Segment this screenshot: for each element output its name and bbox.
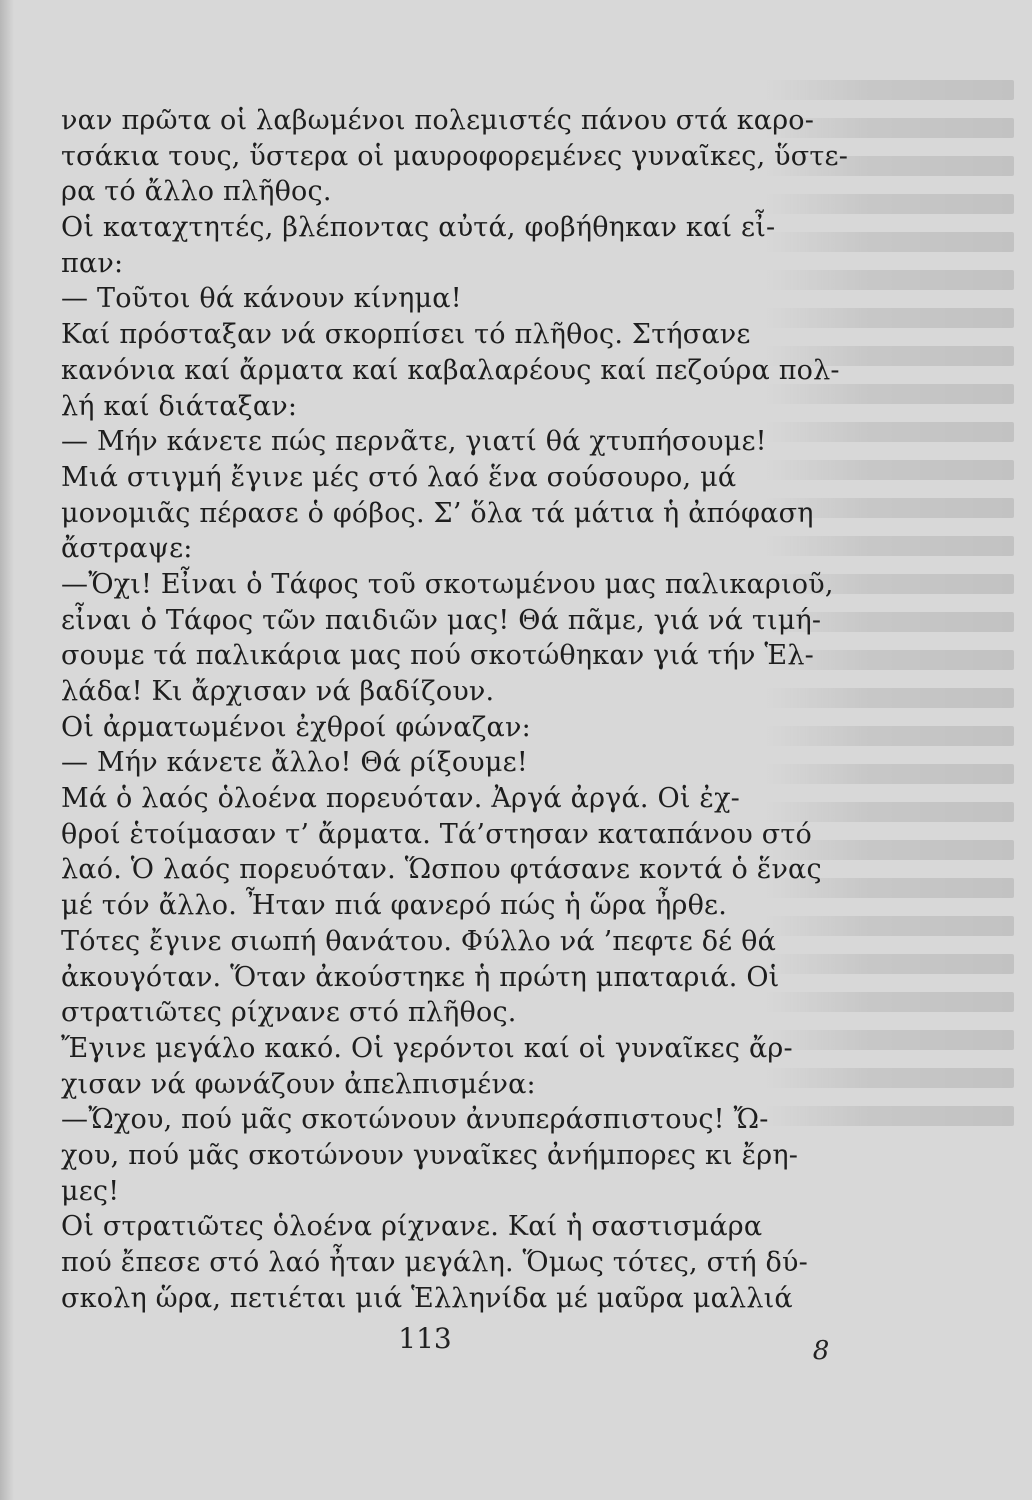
text-line-12: μονομιᾶς πέρασε ὁ φόβος. Σ’ ὅλα τά μάτια ἡ ἀπόφαση [61, 497, 814, 529]
text-line-28: χισαν νά φωνάζουν ἀπελπισμένα: [61, 1068, 536, 1100]
text-line-31: μες! [61, 1175, 120, 1207]
text-line-24: Τότες ἔγινε σιωπή θανάτου. Φύλλο νά ’πεφτε δέ θά [61, 925, 777, 957]
text-line-23: μέ τόν ἄλλο. Ἦταν πιά φανερό πώς ἡ ὥρα ἦρθε. [61, 890, 727, 922]
text-line-26: στρατιῶτες ρίχνανε στό πλῆθος. [61, 997, 517, 1029]
text-line-1: ναν πρῶτα οἱ λαβωμένοι πολεμιστές πάνου στά καρο- [61, 105, 815, 136]
text-line-16: σουμε τά παλικάρια μας πού σκοτώθηκαν γιά τήν Ἑλ- [61, 640, 814, 672]
text-line-29: —Ὤχου, πού μᾶς σκοτώνουν ἀνυπεράσπιστους! Ὤ- [61, 1104, 769, 1136]
text-line-6: — Τοῦτοι θά κάνουν κίνημα! [61, 283, 462, 315]
text-line-3: ρα τό ἄλλο πλῆθος. [61, 176, 332, 208]
text-line-18: Οἱ ἀρματωμένοι ἐχθροί φώναζαν: [61, 711, 531, 743]
text-line-32: Οἱ στρατιῶτες ὁλοένα ρίχνανε. Καί ἡ σαστισμάρα [61, 1211, 763, 1243]
text-line-34: σκολη ὥρα, πετιέται μιά Ἑλληνίδα μέ μαῦρα μαλλιά [61, 1282, 793, 1314]
page-edge-shadow [0, 0, 14, 1500]
text-line-4: Οἱ καταχτητές, βλέποντας αὐτά, φοβήθηκαν καί εἶ- [61, 212, 776, 244]
text-line-27: Ἔγινε μεγάλο κακό. Οἱ γερόντοι καί οἱ γυναῖκες ἄρ- [61, 1032, 793, 1064]
text-line-21: θροί ἑτοίμασαν τ’ ἄρματα. Τά’στησαν καταπάνου στό [61, 818, 812, 850]
text-line-25: ἀκουγόταν. Ὅταν ἀκούστηκε ἡ πρώτη μπαταριά. Οἱ [61, 961, 780, 993]
text-line-19: — Μήν κάνετε ἄλλο! Θά ρίξουμε! [61, 747, 528, 779]
text-line-14: —Ὄχι! Εἶναι ὁ Τάφος τοῦ σκοτωμένου μας παλικαριοῦ, [61, 568, 834, 600]
text-line-10: — Μήν κάνετε πώς περνᾶτε, γιατί θά χτυπήσουμε! [61, 426, 767, 458]
signature-mark: 8 [812, 1336, 830, 1366]
text-line-30: χου, πού μᾶς σκοτώνουν γυναῖκες ἀνήμπορες κι ἔρη- [61, 1139, 799, 1171]
text-line-8: κανόνια καί ἄρματα καί καβαλαρέους καί πεζούρα πολ- [61, 354, 840, 386]
text-line-15: εἶναι ὁ Τάφος τῶν παιδιῶν μας! Θά πᾶμε, γιά νά τιμή- [61, 604, 822, 636]
body-text [61, 103, 849, 1316]
text-line-11: Μιά στιγμή ἔγινε μές στό λαό ἕνα σούσουρο, μά [61, 461, 737, 493]
text-line-9: λή καί διάταξαν: [61, 390, 298, 422]
text-line-33: πού ἔπεσε στό λαό ἦταν μεγάλη. Ὅμως τότες, στή δύ- [61, 1247, 808, 1278]
text-line-7: Καί πρόσταξαν νά σκορπίσει τό πλῆθος. Στήσανε [61, 319, 751, 351]
text-line-2: τσάκια τους, ὕστερα οἱ μαυροφορεμένες γυναῖκες, ὕστε- [61, 140, 849, 172]
text-line-22: λαό. Ὁ λαός πορευόταν. Ὥσπου φτάσανε κοντά ὁ ἕνας [61, 854, 822, 886]
text-line-5: παν: [61, 247, 124, 279]
text-line-20: Μά ὁ λαός ὁλοένα πορευόταν. Ἀργά ἀργά. Οἱ ἐχ- [61, 783, 740, 815]
page-number: 113 [398, 1322, 452, 1355]
text-line-13: ἄστραψε: [61, 533, 193, 565]
text-line-17: λάδα! Κι ἄρχισαν νά βαδίζουν. [61, 676, 495, 707]
